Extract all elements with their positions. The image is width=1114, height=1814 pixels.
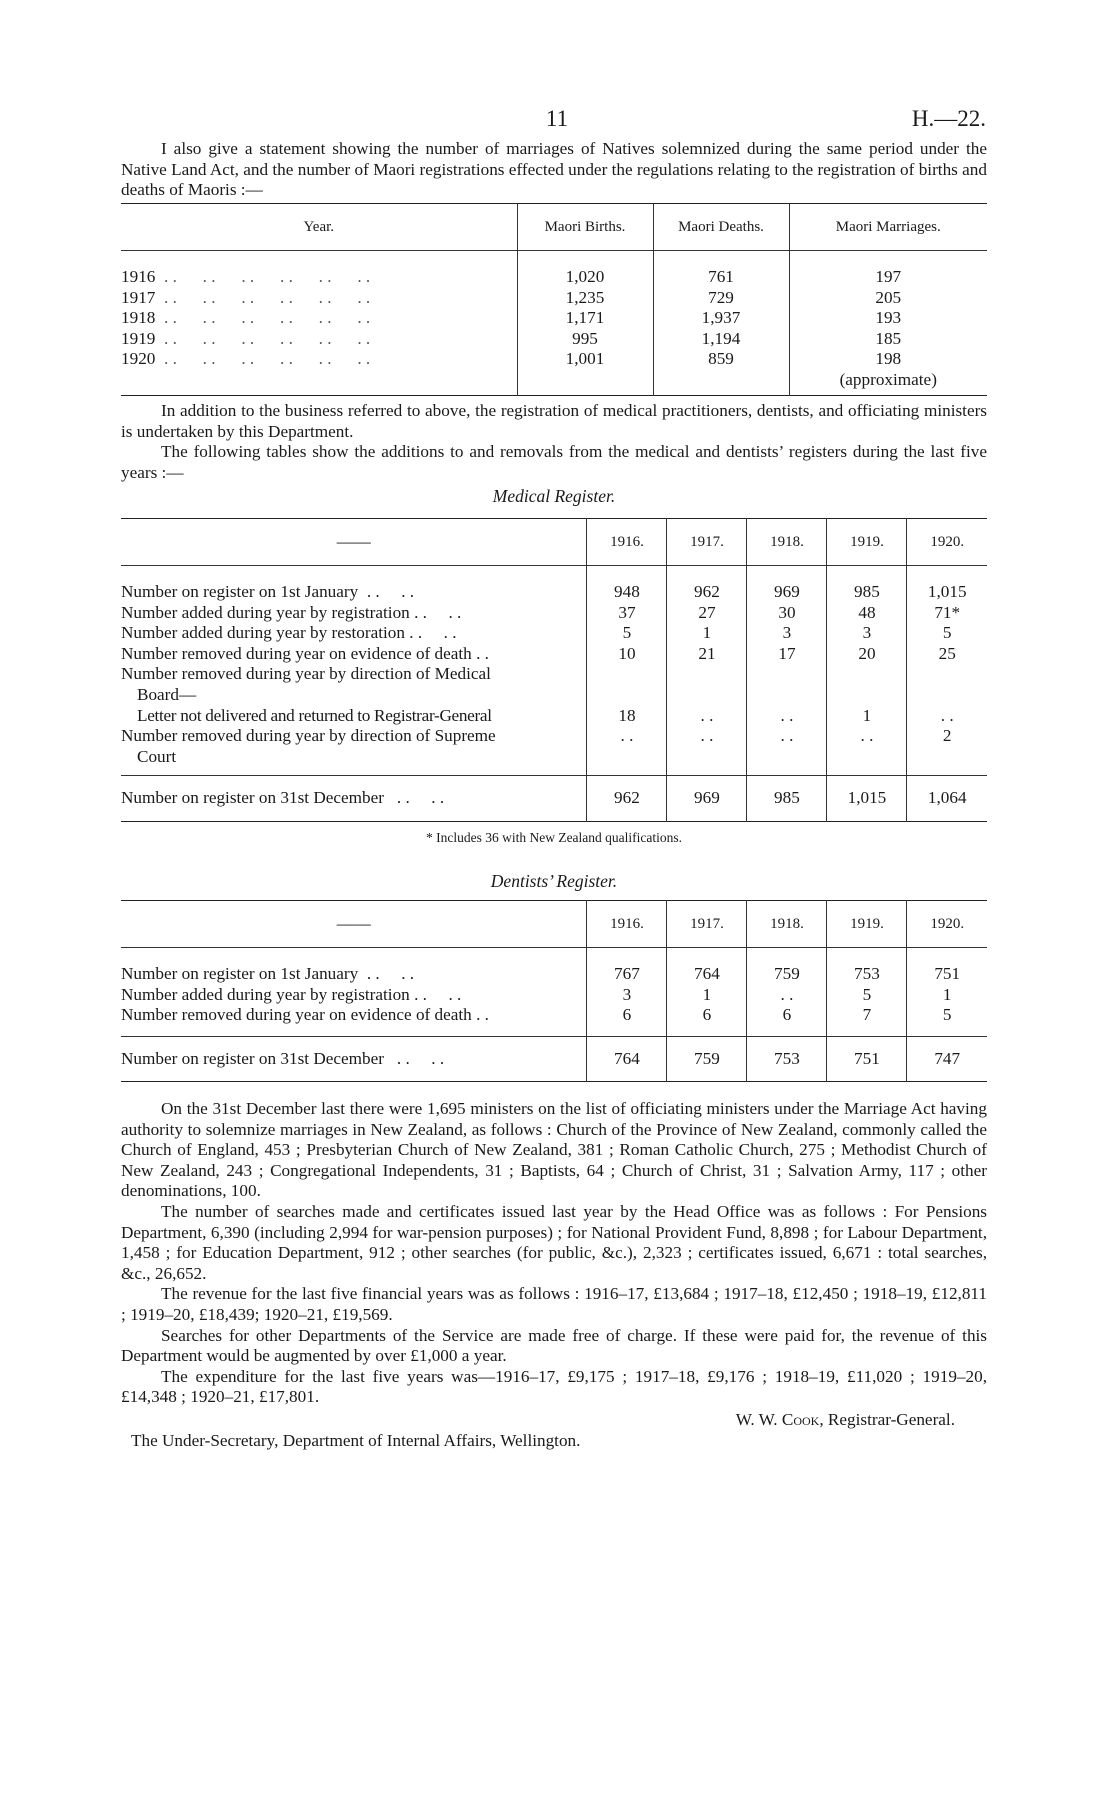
dentists-register-caption: Dentists’ Register.	[490, 871, 618, 891]
table-row: Number removed during year on evidence of death . . 6 6 6 7 5	[121, 1005, 987, 1036]
table-row: 1920 . . . . . . . . . . . . 1,001 859 198	[121, 349, 987, 370]
table-row: 1916 . . . . . . . . . . . . 1,020 761 197	[121, 267, 987, 288]
table-row: Number added during year by registration . . . . 3 1 . . 5 1	[121, 985, 987, 1006]
table-row: Number added during year by registration . . . . 37 27 30 48 71*	[121, 603, 987, 624]
header-year: Year.	[121, 204, 517, 251]
table-total-row: Number on register on 31st December . . . . 764 759 753 751 747	[121, 1036, 987, 1082]
expenditure-paragraph: The expenditure for the last five years was—1916–17, £9,175 ; 1917–18, £9,176 ; 1918–19, £11,020 ; 1919–20, £14,348 ; 1920–21, £17,801.	[121, 1366, 987, 1407]
header-dash: ——	[121, 519, 587, 566]
header-maori-births: Maori Births.	[517, 204, 653, 251]
table-row: 1918 . . . . . . . . . . . . 1,171 1,937 193	[121, 308, 987, 329]
intro-paragraph: I also give a statement showing the number of marriages of Natives solemnized during the same period under the Native Land Act, and the number of Maori registrations effected under the regulations relating to the registration of births and deaths of Maoris :—	[121, 139, 987, 200]
table-row: Number added during year by restoration . . . . 5 1 3 3 5	[121, 623, 987, 644]
table-row: Letter not delivered and returned to Registrar-General 18 . . . . 1 . .	[121, 706, 987, 727]
addressee: The Under-Secretary, Department of Internal Affairs, Wellington.	[131, 1430, 581, 1450]
table-total-row: Number on register on 31st December . . . . 962 969 985 1,015 1,064	[121, 776, 987, 822]
table-row: 1917 . . . . . . . . . . . . 1,235 729 205	[121, 288, 987, 309]
header-maori-deaths: Maori Deaths.	[653, 204, 789, 251]
table-row: Number on register on 1st January . . . . 767 764 759 753 751	[121, 964, 987, 985]
table-row: Number removed during year by direction of Supreme Court . . . . . . . . 2	[121, 726, 987, 776]
medical-footnote: * Includes 36 with New Zealand qualifications.	[425, 829, 683, 845]
medical-register-caption: Medical Register.	[492, 486, 616, 506]
header-dash: ——	[121, 901, 587, 948]
table-row: Number on register on 1st January . . . . 948 962 969 985 1,015	[121, 582, 987, 603]
approximate-note: (approximate)	[789, 370, 987, 395]
revenue-paragraph: The revenue for the last five financial years was as follows : 1916–17, £13,684 ; 1917–18, £12,450 ; 1918–19, £12,811 ; 1919–20, £18,439; 1920–21, £19,569.	[121, 1284, 987, 1324]
table-row: Number removed during year on evidence of death . . 10 21 17 20 25	[121, 644, 987, 665]
signature: W. W. Cook, Registrar-General.	[735, 1409, 955, 1429]
document-reference: H.—22.	[911, 106, 986, 131]
table-row: Number removed during year by direction of Medical Board—	[121, 664, 987, 705]
addition-paragraph: In addition to the business referred to above, the registration of medical practitioners, dentists, and officiating ministers is undertaken by this Department.	[121, 401, 987, 441]
page-number: 11	[545, 106, 569, 131]
searches-paragraph: The number of searches made and certificates issued last year by the Head Office was as follows : For Pensions Department, 6,390 (including 2,994 for war-pension purposes) ; for National Provident Fund, 8,898 ; for Labour Department, 1,458 ; for Education Department, 912 ; other searches (for public, &c.), 2,323 ; certificates issued, 6,671 : total searches, &c., 26,652.	[121, 1201, 987, 1283]
tables-paragraph: The following tables show the additions to and removals from the medical and dentists’ registers during the last five years :—	[121, 442, 987, 482]
dentists-register-table: —— 1916. 1917. 1918. 1919. 1920. Number on register on 1st January . . . . 767 764 759 753 751 Number added during year by registration . . . . 3 1 . . 5 1 Number removed during year on evidence of death . . 6 6 6 7 5 Number on register on 31st December . . . . 764 759 753 751 747	[121, 900, 987, 1082]
header-maori-marriages: Maori Marriages.	[789, 204, 987, 251]
ministers-paragraph: On the 31st December last there were 1,695 ministers on the list of officiating ministers under the Marriage Act having authority to solemnize marriages in New Zealand, as follows : Church of the Province of New Zealand, commonly called the Church of England, 453 ; Presbyterian Church of New Zealand, 381 ; Roman Catholic Church, 275 ; Methodist Church of New Zealand, 243 ; Congregational Independents, 31 ; Baptists, 64 ; Church of Christ, 31 ; Salvation Army, 117 ; other denominations, 100.	[121, 1099, 987, 1201]
medical-register-table: —— 1916. 1917. 1918. 1919. 1920. Number on register on 1st January . . . . 948 962 969 985 1,015 Number added during year by registration . . . . 37 27 30 48 71* Number added during year by restoration . . . . 5 1 3 3 5 Number removed during year on evidence of death . . 10 21 17 20 25 Number removed during year by direction of Medical Board— Letter not delivered and returned to Registrar-General 18 . . . . 1 . . Number removed during year by direction of Supreme Court . . . . . . . . 2 Number on register on 31st December . . . . 962 969 985 1,015 1,064 * Includes 36 with New Zealand qualifications.	[121, 518, 987, 846]
free-searches-paragraph: Searches for other Departments of the Service are made free of charge. If these were paid for, the revenue of this Department would be augmented by over £1,000 a year.	[121, 1325, 987, 1366]
maori-registrations-table	[121, 203, 987, 396]
table-row: 1919 . . . . . . . . . . . . 995 1,194 185	[121, 329, 987, 350]
